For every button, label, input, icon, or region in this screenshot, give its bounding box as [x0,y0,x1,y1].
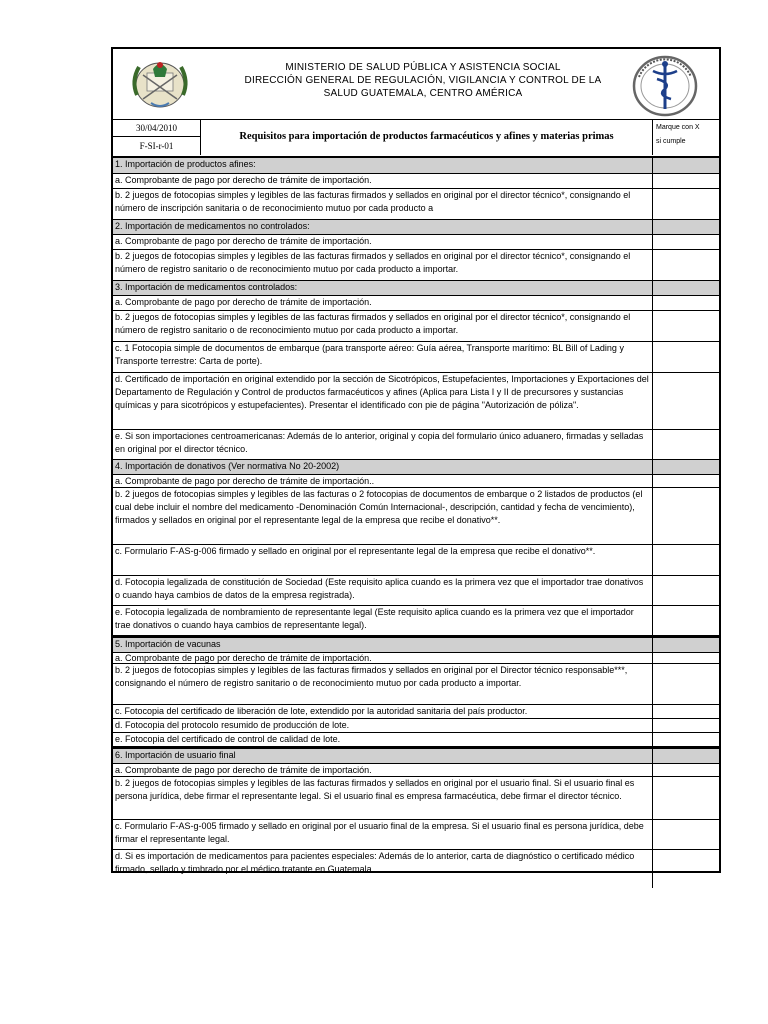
mark-note-line-2: si cumple [656,138,686,145]
form-header [113,49,719,120]
checkbox-cell[interactable] [653,764,719,776]
requirement-row [113,189,719,220]
requirement-row [113,373,719,430]
checkbox-cell[interactable] [653,430,719,459]
checkbox-cell[interactable] [653,664,719,704]
checkbox-cell[interactable] [653,705,719,718]
requirement-text: c. 1 Fotocopia simple de documentos de embarque (para transporte aéreo: Guía aérea, Transporte marítimo: BL Bill of Lading y Transporte terrestre: Carta de porte). [113,342,653,372]
section-row [113,460,719,475]
checkbox-cell[interactable] [653,820,719,849]
requirement-text: c. Fotocopia del certificado de liberación de lote, extendido por la autoridad sanitaria del país productor. [113,705,653,718]
section-label: 5. Importación de vacunas [113,638,653,652]
requirement-text: a. Comprobante de pago por derecho de trámite de importación. [113,764,653,776]
section-row [113,747,719,764]
checkbox-cell[interactable] [653,174,719,188]
section-row [113,220,719,235]
requirement-row [113,174,719,189]
checkbox-cell[interactable] [653,342,719,372]
ministry-line-2: DIRECCIÓN GENERAL DE REGULACIÓN, VIGILANCIA Y CONTROL DE LA [244,75,602,86]
requirement-text: b. 2 juegos de fotocopias simples y legibles de las facturas firmados y sellados en original por el director técnico*, consignando el número de registro sanitario o de reconocimiento mutuo por cada producto a importar. [113,311,653,341]
checkbox-cell[interactable] [653,235,719,249]
requirement-text: a. Comprobante de pago por derecho de trámite de importación. [113,653,653,663]
requirement-text: a. Comprobante de pago por derecho de trámite de importación.. [113,475,653,487]
checkbox-cell[interactable] [653,296,719,310]
requirement-text: b. 2 juegos de fotocopias simples y legibles de las facturas o 2 fotocopias de documentos de embarque o 2 listados de productos (el cual debe incluir el nombre del medicamento -Denominación Común Internacional-, descripción, cantidad y fecha de vencimiento), firmados y sellados en original por el representante legal de la empresa que recibe el donativo**. [113,488,653,544]
checkbox-cell[interactable] [653,545,719,575]
requirement-text: d. Certificado de importación en original extendido por la sección de Sicotrópicos, Estupefacientes, Importaciones y Exportaciones del Departamento de Regulación y Control de productos farmacéuticos y afines (Aplica para Lista I y II de precursores y sustancias químicas y para sicotrópicos y estupefacientes). Presentar el identificado con pie de página "Autorización de póliza". [113,373,653,429]
requirement-text: a. Comprobante de pago por derecho de trámite de importación. [113,235,653,249]
requirement-text: e. Fotocopia legalizada de nombramiento de representante legal (Este requisito aplica cuando es la primera vez que el importador trae donativos o cuando haya cambios de representante legal). [113,606,653,635]
form-date: 30/04/2010 [113,119,201,137]
requirement-text: a. Comprobante de pago por derecho de trámite de importación. [113,296,653,310]
checkbox-cell[interactable] [653,653,719,663]
section-label: 3. Importación de medicamentos controlados: [113,281,653,295]
requirement-row [113,475,719,488]
requirement-text: d. Si es importación de medicamentos para pacientes especiales: Además de lo anterior, carta de diagnóstico o certificado médico firmado, sellado y timbrado por el médico tratante en Guatemala. [113,850,653,888]
requirement-text: d. Fotocopia del protocolo resumido de producción de lote. [113,719,653,732]
requirements-form [111,47,721,873]
requirement-text: b. 2 juegos de fotocopias simples y legibles de las facturas firmados y sellados en original por el Director técnico responsable***, consignando el número de registro sanitario o de reconocimiento mutuo por cada producto a importar. [113,664,653,704]
requirement-row [113,488,719,545]
requirement-row [113,820,719,850]
checkbox-cell[interactable] [653,638,719,652]
requirement-row [113,576,719,606]
requirement-text: b. 2 juegos de fotocopias simples y legibles de las facturas firmados y sellados en original por el usuario final. Si el usuario final es persona jurídica, debe firmar el representante legal. Si el usuario final es empresa farmacéutica, debe firmar el director técnico. [113,777,653,819]
checkbox-cell[interactable] [653,250,719,280]
checkbox-cell[interactable] [653,220,719,234]
requirement-row [113,653,719,664]
requirement-text: e. Si son importaciones centroamericanas: Además de lo anterior, original y copia del formulario único aduanero, firmadas y selladas en original por el director técnico. [113,430,653,459]
requirement-row [113,705,719,719]
requirement-text: c. Formulario F-AS-g-006 firmado y sellado en original por el representante legal de la empresa que recibe el donativo**. [113,545,653,575]
checkbox-cell[interactable] [653,460,719,474]
form-code: F-SI-r-01 [113,137,201,155]
requirement-text: b. 2 juegos de fotocopias simples y legibles de las facturas firmados y sellados en original por el director técnico*, consignando el número de inscripción sanitaria o de reconocimiento mutuo por cada producto a [113,189,653,219]
checkbox-cell[interactable] [653,719,719,732]
section-row [113,281,719,296]
requirement-row [113,733,719,747]
checkbox-cell[interactable] [653,488,719,544]
checkbox-cell[interactable] [653,606,719,635]
checkbox-cell[interactable] [653,373,719,429]
checkbox-cell[interactable] [653,189,719,219]
checkbox-cell[interactable] [653,158,719,173]
health-ministry-seal-icon [627,53,703,117]
checkbox-cell[interactable] [653,777,719,819]
mark-column-header [653,119,719,155]
requirement-text: c. Formulario F-AS-g-005 firmado y sellado en original por el usuario final de la empresa. Si el usuario final es persona jurídica, debe firmar el representante legal. [113,820,653,849]
requirement-row [113,311,719,342]
requirement-row [113,235,719,250]
requirement-row [113,430,719,460]
requirement-row [113,719,719,733]
section-row [113,158,719,174]
section-label: 4. Importación de donativos (Ver normativa No 20-2002) [113,460,653,474]
checkbox-cell[interactable] [653,475,719,487]
form-title: Requisitos para importación de productos farmacéuticos y afines y materias primas [201,119,653,155]
section-label: 1. Importación de productos afines: [113,158,653,173]
ministry-line-1: MINISTERIO DE SALUD PÚBLICA Y ASISTENCIA SOCIAL [285,62,561,73]
ministry-line-3: SALUD GUATEMALA, CENTRO AMÉRICA [323,88,523,99]
requirement-row [113,545,719,576]
requirement-text: b. 2 juegos de fotocopias simples y legibles de las facturas firmados y sellados en original por el director técnico*, consignando el número de registro sanitario o de reconocimiento mutuo por cada producto a importar. [113,250,653,280]
requirement-row [113,664,719,705]
section-label: 2. Importación de medicamentos no controlados: [113,220,653,234]
requirement-row [113,250,719,281]
requirement-row [113,850,719,888]
checkbox-cell[interactable] [653,311,719,341]
requirement-text: d. Fotocopia legalizada de constitución de Sociedad (Este requisito aplica cuando es la primera vez que el importador trae donativos o cuando haya cambios de datos de la empresa registrada). [113,576,653,605]
checkbox-cell[interactable] [653,733,719,746]
checkbox-cell[interactable] [653,576,719,605]
requirement-row [113,606,719,636]
requirement-row [113,777,719,820]
requirement-text: a. Comprobante de pago por derecho de trámite de importación. [113,174,653,188]
ministry-heading [233,61,613,100]
checkbox-cell[interactable] [653,749,719,763]
requirement-row [113,296,719,311]
requirement-row [113,764,719,777]
section-row [113,636,719,653]
requirement-text: e. Fotocopia del certificado de control de calidad de lote. [113,733,653,746]
mark-note-line-1: Marque con X [656,124,700,131]
checkbox-cell[interactable] [653,281,719,295]
checkbox-cell[interactable] [653,850,719,888]
guatemala-coat-of-arms-icon [125,55,195,111]
requirement-row [113,342,719,373]
section-label: 6. Importación de usuario final [113,749,653,763]
requirements-table [113,156,719,888]
